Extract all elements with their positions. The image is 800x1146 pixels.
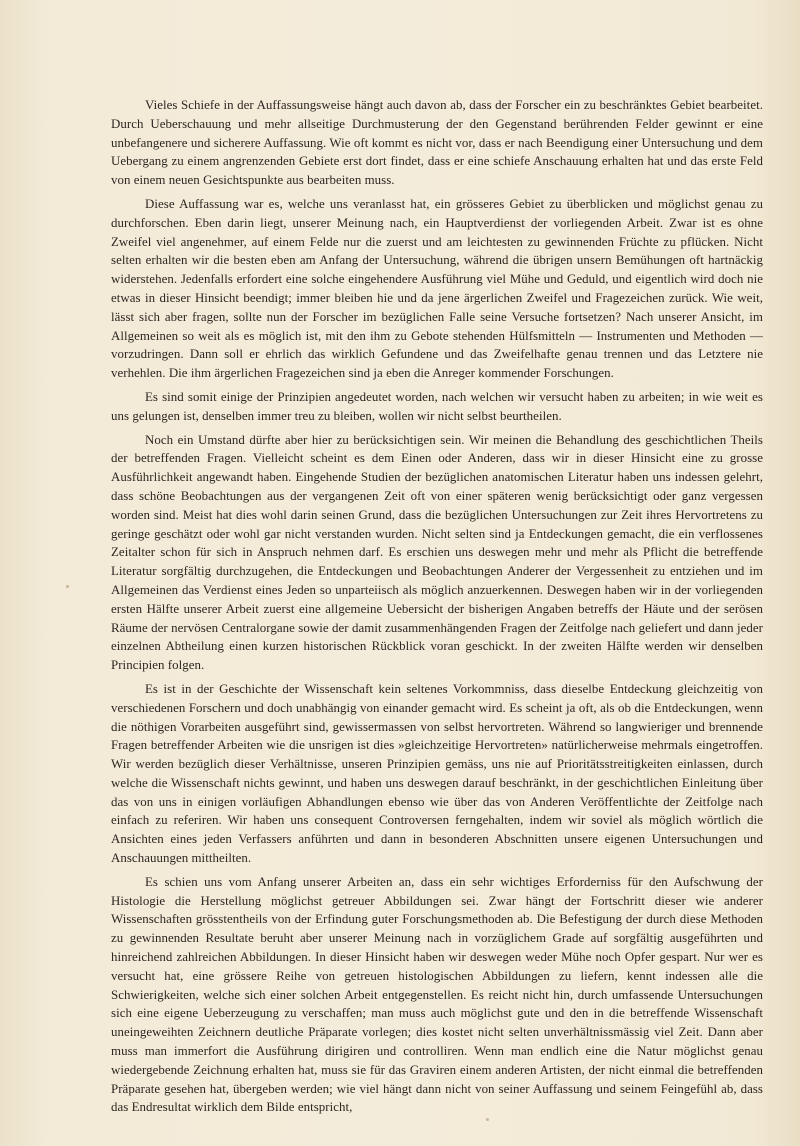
paper-speck — [66, 585, 69, 588]
paper-speck — [486, 1118, 489, 1121]
paragraph: Es schien uns vom Anfang unserer Arbeiten an, dass ein sehr wichtiges Erforderniss für den Aufschwung der Histologie die Herstellung möglichst getreuer Abbildungen sei. Zwar hängt der Fortschritt dieser wie anderer Wissenschaften grösstentheils von der Erfindung guter Forschungsmethoden ab. Die Befestigung der durch diese Methoden zu gewinnenden Resultate beruht aber unserer Meinung nach in vorzüglichem Grade auf sorgfältig ausgeführten und hinreichend zahlreichen Abbildungen. In dieser Hinsicht haben wir deswegen weder Mühe noch Opfer gespart. Nur wer es versucht hat, eine grössere Reihe von getreuen histologischen Abbildungen zu liefern, kennt indessen alle die Schwierigkeiten, welche sich einer solchen Arbeit entgegenstellen. Es reicht nicht hin, durch umfassende Untersuchungen sich eine eigene Ueberzeugung zu verschaffen; man muss auch möglichst gute und den in die betreffende Wissenschaft uneingeweihten Zeichnern deutliche Präparate vorlegen; dies kostet nicht selten unverhältnissmässig viel Zeit. Dann aber muss man immerfort die Ausführung dirigiren und controlliren. Wenn man endlich eine die Natur möglichst genau wiedergebende Zeichnung erhalten hat, muss sie für das Graviren einem anderen Artisten, der nicht einmal die betreffenden Präparate gesehen hat, übergeben werden; wie viel hängt dann nicht von seiner Auffassung und seinem Feingefühl ab, dass das Endresultat wirklich dem Bilde entspricht, — [111, 874, 763, 1115]
paragraph: Vieles Schiefe in der Auffassungsweise hängt auch davon ab, dass der Forscher ein zu beschränktes Gebiet bearbeitet. Durch Ueberschauung und mehr allseitige Durchmusterung der den Gegenstand berührenden Felder gewinnt er eine unbefangenere und sicherere Auffassung. Wie oft kommt es nicht vor, dass er nach Beendigung einer Untersuchung und dem Uebergang zu einem angrenzenden Gebiete erst dort findet, dass er eine schiefe Anschauung erhalten hat und das erste Feld von einem neuen Gesichtspunkte aus bearbeiten muss. — [111, 98, 763, 188]
paragraph: Es sind somit einige der Prinzipien angedeutet worden, nach welchen wir versucht haben zu arbeiten; in wie weit es uns gelungen ist, denselben immer treu zu bleiben, wollen wir nicht selbst beurtheilen. — [111, 389, 763, 423]
paragraph: Noch ein Umstand dürfte aber hier zu berücksichtigen sein. Wir meinen die Behandlung des geschichtlichen Theils der betreffenden Fragen. Vielleicht scheint es dem Einen oder Anderen, dass wir in dieser Hinsicht eine zu grosse Ausführlichkeit angewandt haben. Eingehende Studien der bezüglichen anatomischen Literatur haben uns indessen gelehrt, dass schöne Beobachtungen aus der vergangenen Zeit oft von einer späteren wenig berücksichtigt oder ganz vergessen worden sind. Meist hat dies wohl darin seinen Grund, dass die bezüglichen Untersuchungen zur Zeit ihres Hervortretens zu geringe geschätzt oder wohl gar nicht verstanden wurden. Nicht selten sind ja Entdeckungen gemacht, die ein verflossenes Zeitalter schon für sich in Anspruch nehmen darf. Es erschien uns deswegen mehr und mehr als Pflicht die betreffende Literatur sorgfältig durchzugehen, die Entdeckungen und Beobachtungen Anderer der Vergessenheit zu entziehen und im Allgemeinen das Verdienst eines Jeden so unparteiisch als möglich anzuerkennen. Deswegen haben wir in der vorliegenden ersten Hälfte unserer Arbeit zuerst eine allgemeine Uebersicht der bisherigen Angaben betreffs der Häute und der serösen Räume der nervösen Centralorgane sowie der damit zusammenhängenden Fragen der Zeitfolge nach geliefert und dann jeder einzelnen Abtheilung einen kurzen historischen Rückblick voran geschickt. In der zweiten Hälfte werden wir denselben Principien folgen. — [111, 432, 763, 673]
body-text — [111, 96, 763, 1117]
paragraph: Es ist in der Geschichte der Wissenschaft kein seltenes Vorkommniss, dass dieselbe Entdeckung gleichzeitig von verschiedenen Forschern und doch unabhängig von einander gemacht wird. Es scheint ja oft, als ob die Entdeckungen, wenn die nöthigen Vorarbeiten ausgeführt sind, gewissermassen von selbst hervortreten. Während so langwieriger und brennende Fragen betreffender Arbeiten wie die unsrigen ist dies »gleichzeitige Hervortreten» natürlicherweise mehrmals eingetroffen. Wir werden bezüglich dieser Verhältnisse, unseren Prinzipien gemäss, uns nie auf Prioritätsstreitigkeiten einlassen, durch welche die Wissenschaft nichts gewinnt, und haben uns deswegen darauf beschränkt, in der geschichtlichen Einleitung über das von uns in einigen vorläufigen Abhandlungen ebenso wie über das von Anderen Veröffentlichte der Zeitfolge nach einfach zu referiren. Wir haben uns consequent Controversen ferngehalten, indem wir soviel als möglich wörtlich die Ansichten eines jeden Verfassers anführten und dann in besonderen Abschnitten unsere eigenen Untersuchungen und Anschauungen mittheilten. — [111, 681, 763, 866]
paragraph: Diese Auffassung war es, welche uns veranlasst hat, ein grösseres Gebiet zu überblicken und möglichst genau zu durchforschen. Eben darin liegt, unserer Meinung nach, ein Hauptverdienst der vorliegenden Arbeit. Zwar ist es ohne Zweifel viel angenehmer, auf einem Felde nur die zuerst und am leichtesten zu gewinnenden Früchte zu pflücken. Nicht selten erhalten wir die besten eben am Anfang der Untersuchung, während die übrigen unsern Bemühungen oft hartnäckig widerstehen. Jedenfalls erfordert eine solche eingehendere Ausführung viel Mühe und Geduld, und eigentlich wird doch nie etwas in dieser Hinsicht beendigt; immer bleiben hie und da jene ärgerlichen Zweifel und Fragezeichen zurück. Wie weit, lässt sich aber fragen, sollte nun der Forscher im bezüglichen Falle seine Versuche fortsetzen? Nach unserer Ansicht, im Allgemeinen so weit als es möglich ist, mit den ihm zu Gebote stehenden Hülfsmitteln — Instrumenten und Methoden — vorzudringen. Dann soll er ehrlich das wirklich Gefundene und das Zweifelhafte genau trennen und das Letztere nie verhehlen. Die ihm ärgerlichen Fragezeichen sind ja eben die Anreger kommender Forschungen. — [111, 196, 763, 381]
